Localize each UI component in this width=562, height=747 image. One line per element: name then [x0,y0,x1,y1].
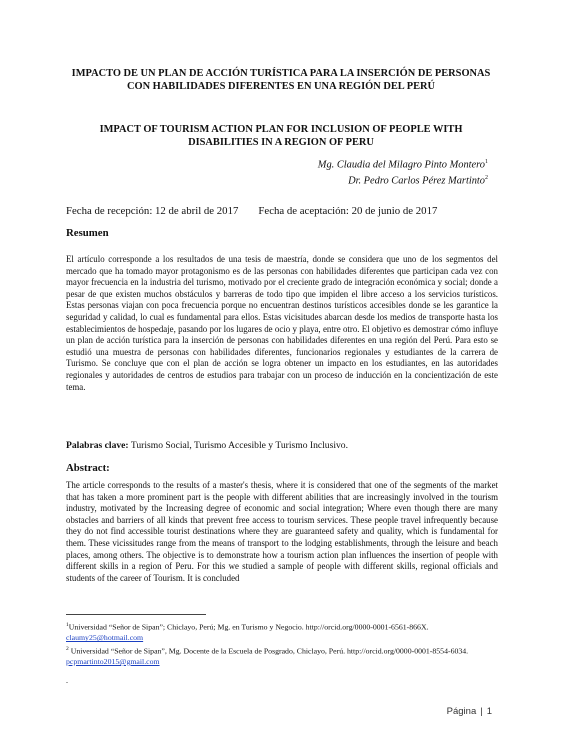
footnote-2-mark: 2 [66,645,69,652]
authors-block [318,156,488,188]
page-number [447,706,492,717]
footnote-1-email-link[interactable]: claumy25@hotmail.com [66,633,144,643]
footnotes [66,620,498,668]
author-2-footnote-mark: 2 [485,174,488,181]
author-1 [318,156,488,172]
footnote-2 [66,644,498,668]
author-2-name: Dr. Pedro Carlos Pérez Martinto [348,175,485,187]
author-1-name: Mg. Claudia del Milagro Pinto Montero [317,159,485,171]
accepted-date: Fecha de aceptación: 20 de junio de 2017 [258,205,438,217]
keywords-text: Turismo Social, Turismo Accesible y Turismo Inclusivo. [130,440,348,451]
dates-line [66,204,506,218]
footnote-separator [66,614,206,615]
author-1-footnote-mark: 1 [485,159,488,165]
author-2 [318,172,488,188]
keywords-label: Palabras clave: [66,440,129,451]
title-english: IMPACT OF TOURISM ACTION PLAN FOR INCLUSION OF PEOPLE WITH DISABILITIES IN A REGION OF PERU [99,124,463,148]
page-separator: | [480,706,483,717]
trailing-mark: . [66,676,68,685]
resumen-text: El artículo corresponde a los resultados de una tesis de maestría, donde se considera que uno de los segmentos del mercado que ha tomado mayor protagonismo es de las personas con habilidades diferentes que participan cada vez con mayor frecuencia en la industria del turismo, motivado por el creciente grado de integración económica y social; donde a pesar de que existen muchos obstáculos y barreras de todo tipo que impiden el libre acceso a los servicios turísticos. Estas personas viajan con poca frecuencia porque no encuentran destinos turísticos accesibles donde se les garantice la seguridad y calidad, lo cual es fundamental para ellos. Estas vicisitudes abarcan desde los medios de transporte hasta los establecimientos de hospedaje, pasando por los lugares de ocio y playa, entre otro. El objetivo es demostrar cómo influye un plan de acción turística para la inserción de personas con habilidades diferentes en una región del Perú. Para esto se estudió una muestra de personas con habilidades diferentes, funcionarios regionales y estudiantes de la carrera de Turismo. Se concluye que con el plan de acción se logra obtener un impacto en los estudiantes, en las autoridades regionales y autoridades de centros de estudios para trabajar con un proceso de inducción en la concientización de este tema. [66,254,498,392]
resumen-heading: Resumen [66,227,109,239]
footnote-1-text: Universidad “Señor de Sipan”; Chiclayo, Perú; Mg. en Turismo y Negocio. http://orcid.org/0000-0001-6561-866X. [68,622,429,632]
footnote-2-text: Universidad “Señor de Sipan”, Mg. Docente de la Escuela de Posgrado, Chiclayo, Perú. http://orcid.org/0000-0001-8554-6034. [70,646,469,656]
footnote-2-email-link[interactable]: pcpmartinto2015@gmail.com [66,656,160,666]
page-number-value: 1 [486,706,492,717]
title-spanish: IMPACTO DE UN PLAN DE ACCIÓN TURÍSTICA PARA LA INSERCIÓN DE PERSONAS CON HABILIDADES DIFERENTES EN UNA REGIÓN DEL PERÚ [71,68,491,92]
keywords [66,440,498,452]
abstract-heading: Abstract: [66,462,110,474]
received-date: Fecha de recepción: 12 de abril de 2017 [66,205,239,217]
abstract-text: The article corresponds to the results of a master's thesis, where it is considered that one of the segments of the market that has taken a more prominent part is the people with different abilities that are increasingly involved in the tourism industry, motivated by the Increasing degree of economic and social integration; Where even though there are many obstacles and barriers of all kinds that prevent free access to tourism services. These people travel infrequently because they do not find accessible tourist destinations where they are guaranteed safety and quality, which is fundamental for them. These vicissitudes range from the means of transport to the lodging establishments, through the leisure and beach places, among others. The objective is to demonstrate how a tourism action plan influences the insertion of people with different skills in a region of Peru. For this we studied a sample of people with different skills, regional officials and students of the career of Tourism. It is concluded [66,480,498,583]
page-label: Página [446,706,477,717]
footnote-1 [66,620,498,644]
footnote-1-mark: 1 [66,622,69,628]
